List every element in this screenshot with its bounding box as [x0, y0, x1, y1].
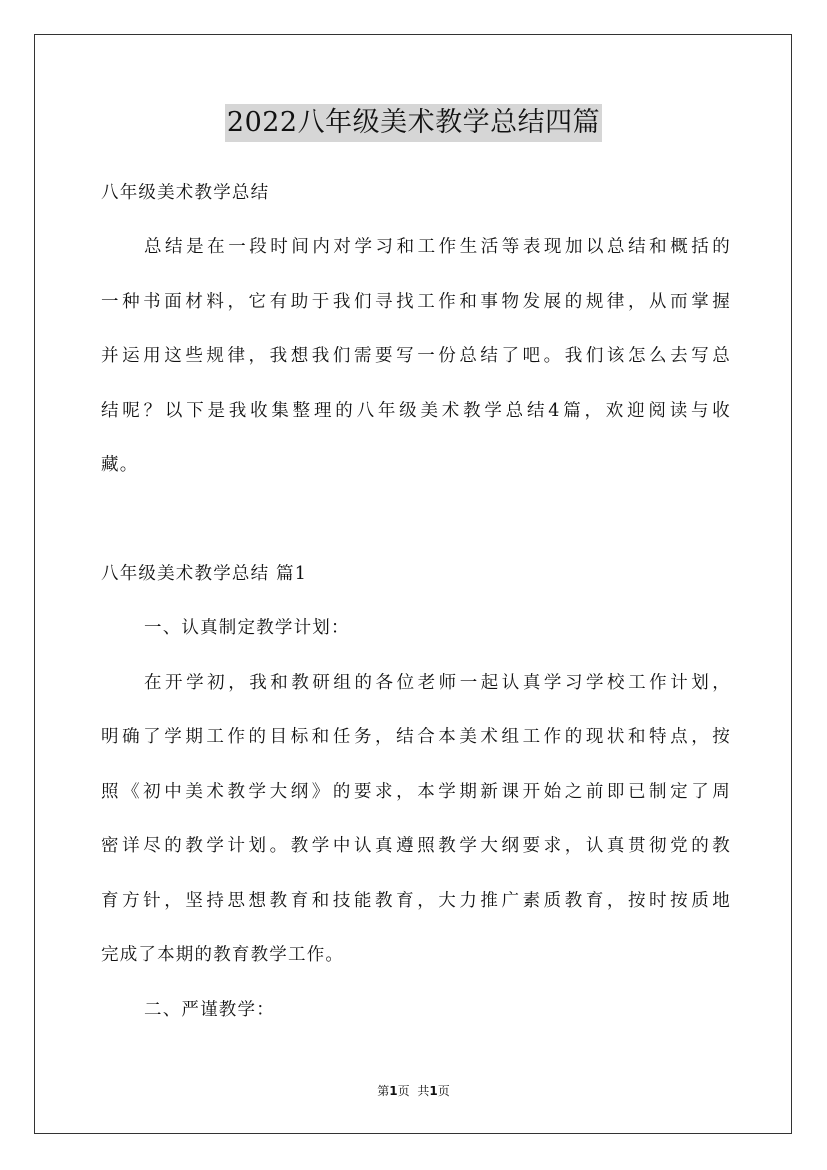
sub1-heading: 一、认真制定教学计划：: [144, 618, 350, 638]
para1-line-3: 照《初中美术教学大纲》的要求，本学期新课开始之前即已制定了周: [101, 782, 731, 802]
footer-page-number: 1: [389, 1084, 398, 1098]
intro-line-1: 总结是在一段时间内对学习和工作生活等表现加以总结和概括的: [144, 237, 731, 257]
footer-page-unit: 页: [397, 1084, 410, 1098]
footer-total-pages: 1: [429, 1084, 438, 1098]
intro-heading: 八年级美术教学总结: [101, 183, 270, 203]
intro-line-4: 结呢？以下是我收集整理的八年级美术教学总结4篇，欢迎阅读与收: [101, 401, 731, 421]
intro-line-2: 一种书面材料，它有助于我们寻找工作和事物发展的规律，从而掌握: [101, 292, 731, 312]
title-container: [0, 104, 827, 142]
page-footer: [0, 1083, 827, 1099]
sub2-heading: 二、严谨教学：: [144, 1000, 275, 1020]
intro-line-5: 藏。: [101, 455, 139, 475]
footer-prefix: 第: [377, 1084, 390, 1098]
footer-total-prefix: 共: [417, 1084, 430, 1098]
intro-line-3: 并运用这些规律，我想我们需要写一份总结了吧。我们该怎么去写总: [101, 346, 731, 366]
footer-total-unit: 页: [437, 1084, 450, 1098]
para1-line-2: 明确了学期工作的目标和任务，结合本美术组工作的现状和特点，按: [101, 727, 731, 747]
para1-line-5: 育方针，坚持思想教育和技能教育，大力推广素质教育，按时按质地: [101, 891, 731, 911]
para1-line-1: 在开学初，我和教研组的各位老师一起认真学习学校工作计划，: [144, 673, 731, 693]
section1-heading: 八年级美术教学总结 篇1: [101, 564, 308, 584]
para1-line-6: 完成了本期的教育教学工作。: [101, 945, 345, 965]
document-title: 2022八年级美术教学总结四篇: [225, 104, 602, 142]
para1-line-4: 密详尽的教学计划。教学中认真遵照教学大纲要求，认真贯彻党的教: [101, 836, 731, 856]
